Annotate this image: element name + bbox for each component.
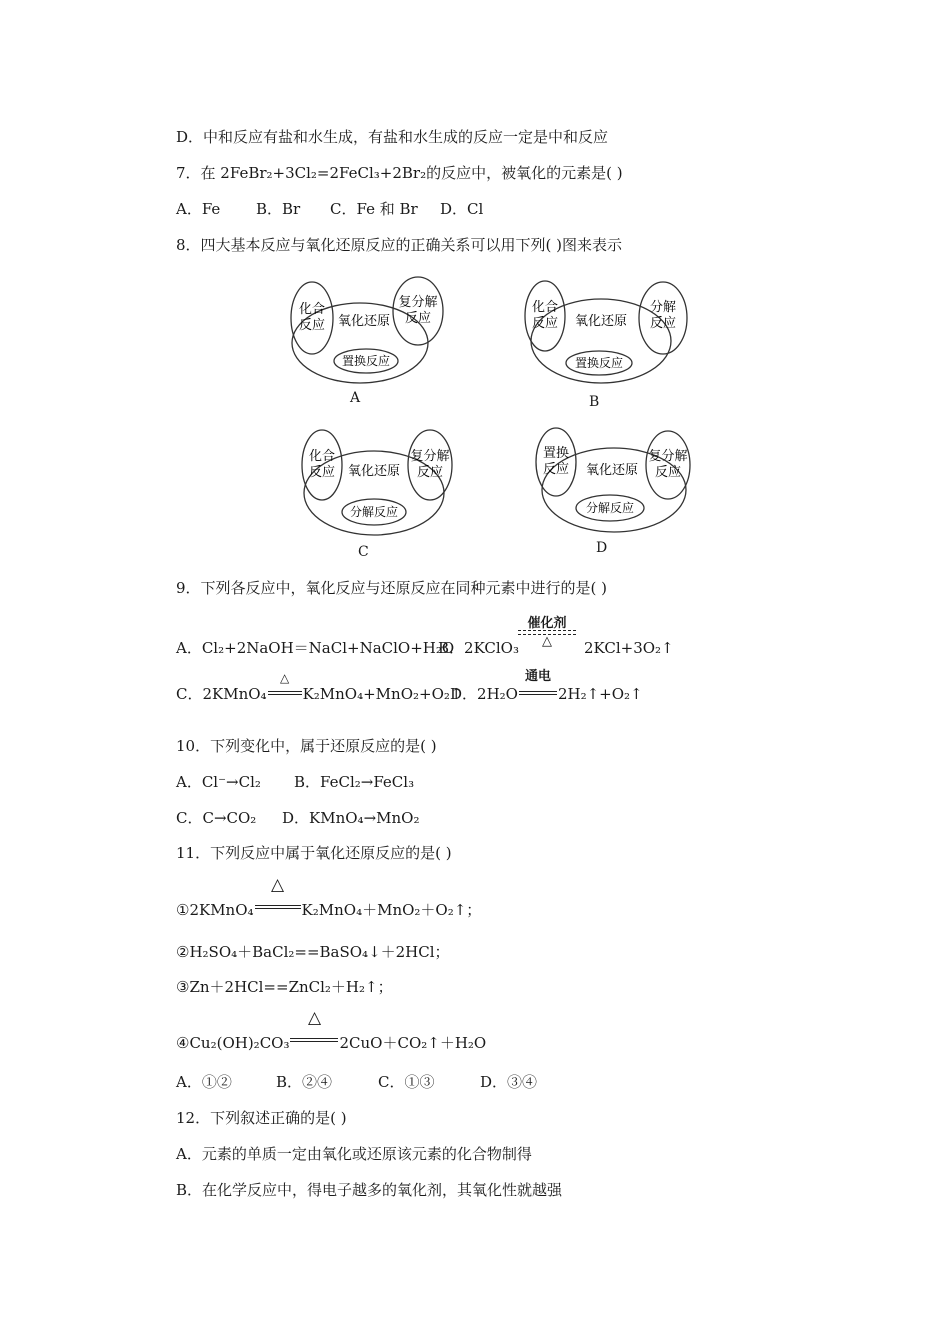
q11-r4-product: 2CuO＋CO₂↑＋H₂O xyxy=(339,1034,487,1052)
q11-r4-condition xyxy=(289,1008,339,1048)
diagram-c-bottom-text: 分解反应 xyxy=(349,505,399,519)
q9c-heat-symbol: △ xyxy=(279,671,290,685)
q10-option-b: B．FeCl₂→FeCl₃ xyxy=(294,773,415,791)
diagram-b-label: B xyxy=(589,394,600,410)
q9-option-d xyxy=(450,669,643,704)
q10-stem: 10．下列变化中，属于还原反应的是( ) xyxy=(176,737,437,755)
q9b-catalyst-text: 催化剂 xyxy=(527,616,567,631)
q9c-condition xyxy=(267,671,303,699)
q9-cd-line xyxy=(176,671,463,704)
diagram-c-center-text: 氧化还原 xyxy=(347,464,401,479)
diagram-b-bottom-text: 置换反应 xyxy=(574,356,624,370)
q10-cd-line xyxy=(176,808,419,828)
q9-option-b-product: 2KCl+3O₂↑ xyxy=(584,639,674,657)
q9c-equals-sign xyxy=(268,691,302,695)
q11-reaction-4 xyxy=(176,1008,487,1053)
q11-option-d: D．③④ xyxy=(480,1073,538,1091)
diagram-c-right-text-2: 反应 xyxy=(416,465,444,480)
diagram-a-left-text-1: 化合 xyxy=(298,302,326,317)
q6-option-d: D．中和反应有盐和水生成，有盐和水生成的反应一定是中和反应 xyxy=(176,128,609,146)
diagram-d-right-text-2: 反应 xyxy=(654,465,682,480)
diagram-d-svg xyxy=(534,420,696,540)
diagram-c xyxy=(300,420,460,560)
q7-stem: 7．在 2FeBr₂+3Cl₂=2FeCl₃+2Br₂的反应中，被氧化的元素是( ) xyxy=(176,164,623,182)
diagram-d-left-text-2: 反应 xyxy=(542,462,570,477)
q11-stem: 11．下列反应中属于氧化还原反应的是( ) xyxy=(176,844,452,862)
q11-r1-heat-symbol: △ xyxy=(270,875,285,895)
diagram-b-right-text-1: 分解 xyxy=(649,300,677,315)
q10-option-c: C．C→CO₂ xyxy=(176,809,257,827)
q10-ab-line xyxy=(176,772,414,792)
q12-option-b: B．在化学反应中，得电子越多的氧化剂，其氧化性就越强 xyxy=(176,1181,563,1199)
q11-option-b: B．②④ xyxy=(276,1073,333,1091)
q11-option-a: A．①② xyxy=(176,1073,232,1091)
q9d-equals-sign xyxy=(519,691,557,695)
diagram-b-right-text-2: 反应 xyxy=(649,316,677,331)
q11-options xyxy=(176,1072,537,1092)
q8-stem: 8．四大基本反应与氧化还原反应的正确关系可以用下列( )图来表示 xyxy=(176,236,623,254)
diagram-a-right-text-2: 反应 xyxy=(404,311,432,326)
q11-r1-condition xyxy=(254,875,302,915)
diagram-b-left-text-1: 化合 xyxy=(531,300,559,315)
diagram-a-center-text: 氧化还原 xyxy=(337,314,391,329)
diagram-b xyxy=(523,268,693,410)
q11-r4-reactant: ④Cu₂(OH)₂CO₃ xyxy=(176,1034,290,1052)
diagram-c-left-text-1: 化合 xyxy=(308,449,336,464)
diagram-c-svg xyxy=(300,420,460,540)
diagram-d-left-text-1: 置换 xyxy=(542,446,570,461)
q9-option-b-reactant: B．2KClO₃ xyxy=(438,639,519,657)
q10-option-d: D．KMnO₄→MnO₂ xyxy=(282,809,420,827)
q11-r1-product: K₂MnO₄＋MnO₂＋O₂↑； xyxy=(301,901,482,919)
q7-option-c: C．Fe 和 Br xyxy=(330,200,418,218)
q11-r1-equals-sign xyxy=(255,905,301,909)
q9d-electrolysis-text: 通电 xyxy=(524,669,551,684)
diagram-b-center-text: 氧化还原 xyxy=(574,314,628,329)
q7-option-a: A．Fe xyxy=(176,200,221,218)
q9-option-d-product: 2H₂↑+O₂↑ xyxy=(557,685,643,703)
q7-option-d: D．Cl xyxy=(440,200,484,218)
diagram-a-left-text-2: 反应 xyxy=(298,318,326,333)
diagram-c-right-text-1: 复分解 xyxy=(410,449,450,464)
q11-option-c: C．①③ xyxy=(378,1073,435,1091)
diagram-a-label: A xyxy=(350,390,361,406)
q9b-heat-symbol: △ xyxy=(542,634,552,649)
diagram-a xyxy=(288,268,448,406)
q11-reaction-2: ②H₂SO₄＋BaCl₂==BaSO₄↓＋2HCl； xyxy=(176,943,450,961)
q11-reaction-3: ③Zn＋2HCl==ZnCl₂＋H₂↑； xyxy=(176,978,393,996)
q9d-condition xyxy=(518,669,558,699)
q7-option-b: B．Br xyxy=(256,200,301,218)
diagram-a-bottom-text: 置换反应 xyxy=(341,354,391,368)
diagram-d-label: D xyxy=(596,540,608,556)
q11-reaction-1 xyxy=(176,875,482,920)
diagram-d xyxy=(534,420,696,556)
q11-r4-heat-symbol: △ xyxy=(307,1008,322,1028)
diagram-c-label: C xyxy=(358,544,369,560)
diagram-c-left-text-2: 反应 xyxy=(308,465,336,480)
q12-stem: 12．下列叙述正确的是( ) xyxy=(176,1109,347,1127)
q12-option-a: A．元素的单质一定由氧化或还原该元素的化合物制得 xyxy=(176,1145,532,1163)
q9-option-c-reactant: C．2KMnO₄ xyxy=(176,685,267,703)
q9-option-a: A．Cl₂+2NaOH＝NaCl+NaClO+H₂O xyxy=(176,639,455,657)
diagram-d-bottom-text: 分解反应 xyxy=(585,501,635,515)
q9-stem: 9．下列各反应中，氧化反应与还原反应在同种元素中进行的是( ) xyxy=(176,579,608,597)
q9-ab-line xyxy=(176,638,519,658)
q9-option-d-reactant: D．2H₂O xyxy=(450,685,518,703)
diagram-a-svg xyxy=(288,268,448,388)
q11-r1-reactant: ①2KMnO₄ xyxy=(176,901,254,919)
q9-option-c-product: K₂MnO₄+MnO₂+O₂↑ xyxy=(302,685,463,703)
diagram-a-right-text-1: 复分解 xyxy=(398,295,438,310)
q9b-condition xyxy=(516,612,578,652)
q11-r4-equals-sign xyxy=(290,1038,338,1042)
q7-options xyxy=(176,199,483,219)
diagram-d-center-text: 氧化还原 xyxy=(585,463,639,478)
diagram-d-right-text-1: 复分解 xyxy=(648,449,688,464)
diagram-b-svg xyxy=(523,268,693,388)
diagram-b-left-text-2: 反应 xyxy=(531,316,559,331)
q10-option-a: A．Cl⁻→Cl₂ xyxy=(176,773,261,791)
